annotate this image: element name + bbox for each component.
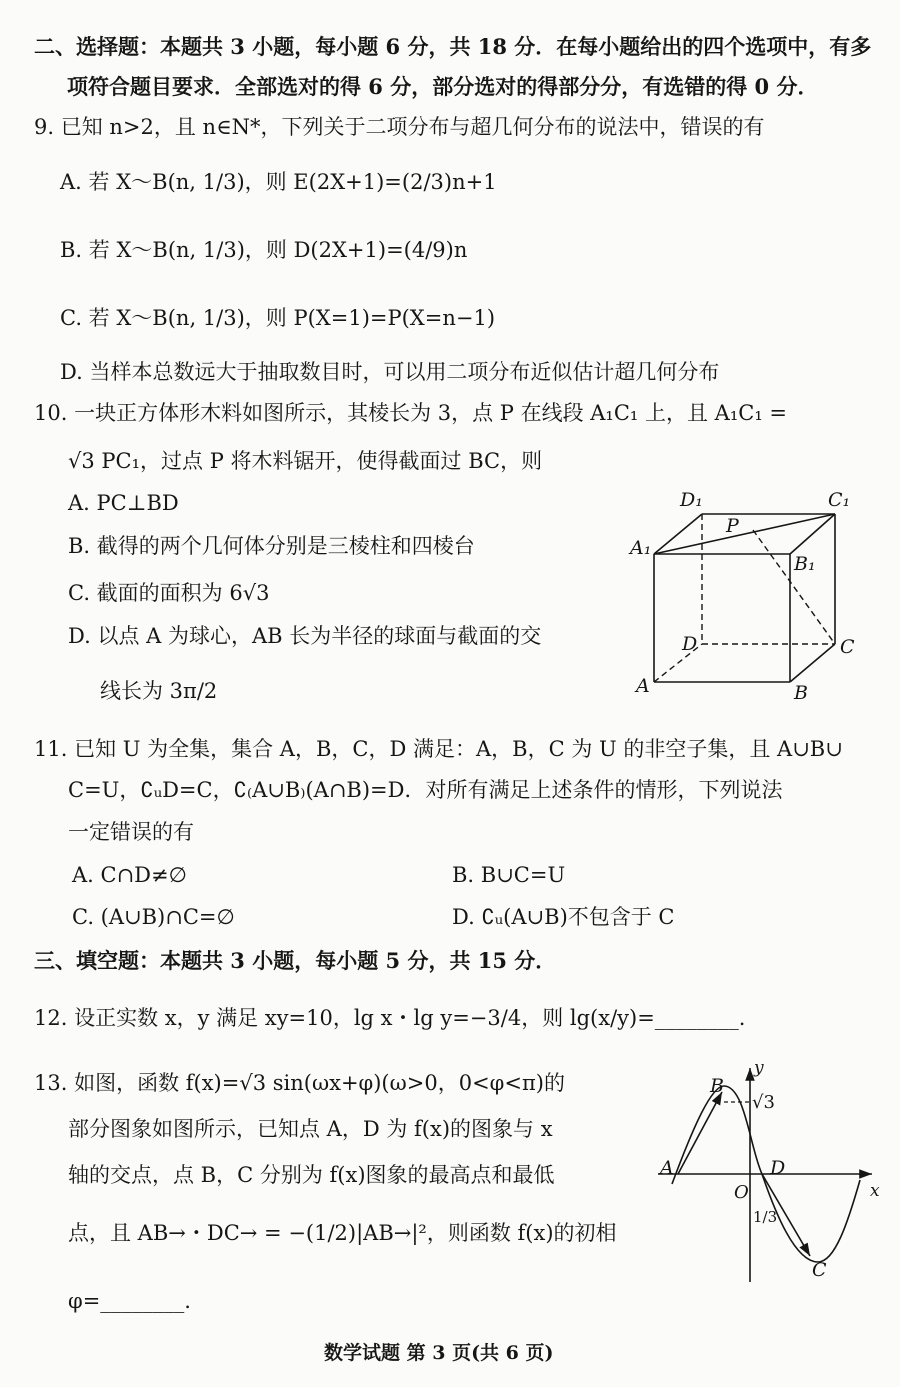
cube-label-a: A bbox=[636, 675, 650, 697]
cube-label-b1: B₁ bbox=[794, 553, 816, 575]
q13-line4: 点，且 AB→・DC→ = −(1/2)|AB→|²，则函数 f(x)的初相 bbox=[68, 1221, 617, 1245]
graph-label-b: B bbox=[710, 1075, 724, 1097]
graph-label-a: A bbox=[660, 1157, 674, 1179]
q13-line5: φ=________. bbox=[68, 1289, 191, 1313]
cube-label-d: D bbox=[682, 633, 698, 655]
q9-option-c: C. 若 X～B(n, 1/3)，则 P(X=1)=P(X=n−1) bbox=[60, 306, 496, 330]
graph-label-one-third: 1/3 bbox=[753, 1208, 778, 1226]
q12-text: 12. 设正实数 x，y 满足 xy=10，lg x・lg y=−3/4，则 lg(x/y)=________. bbox=[34, 1006, 746, 1030]
cube-label-d1: D₁ bbox=[680, 489, 703, 511]
q11-option-d: D. ∁ᵤ(A∪B)不包含于 C bbox=[452, 905, 675, 929]
q10-option-c: C. 截面的面积为 6√3 bbox=[68, 581, 270, 605]
q13-line3: 轴的交点，点 B，C 分别为 f(x)图象的最高点和最低 bbox=[68, 1163, 555, 1187]
cube-label-b: B bbox=[794, 682, 808, 704]
page-footer: 数学试题 第 3 页(共 6 页) bbox=[324, 1342, 554, 1364]
section-3-title: 三、填空题：本题共 3 小题，每小题 5 分，共 15 分． bbox=[34, 948, 557, 973]
q11-option-c: C. (A∪B)∩C=∅ bbox=[72, 905, 235, 929]
q10-option-d-line2: 线长为 3π/2 bbox=[100, 679, 218, 703]
q9-option-b: B. 若 X～B(n, 1/3)，则 D(2X+1)=(4/9)n bbox=[60, 238, 468, 262]
graph-label-y: y bbox=[754, 1058, 764, 1078]
q10-stem-line2: √3 PC₁，过点 P 将木料锯开，使得截面过 BC，则 bbox=[68, 449, 543, 473]
q10-option-d-line1: D. 以点 A 为球心，AB 长为半径的球面与截面的交 bbox=[68, 624, 542, 648]
q11-option-a: A. C∩D≠∅ bbox=[72, 863, 187, 887]
q10-stem-line1: 10. 一块正方体形木料如图所示，其棱长为 3，点 P 在线段 A₁C₁ 上，且 A₁C₁ = bbox=[34, 401, 788, 425]
graph-label-x: x bbox=[870, 1181, 880, 1201]
q11-stem-line3: 一定错误的有 bbox=[68, 820, 194, 844]
q11-option-b: B. B∪C=U bbox=[452, 863, 566, 887]
sine-graph-figure bbox=[650, 1058, 885, 1287]
graph-label-c: C bbox=[812, 1259, 827, 1281]
cube-label-c1: C₁ bbox=[828, 489, 851, 511]
q11-stem-line1: 11. 已知 U 为全集，集合 A，B，C，D 满足：A，B，C 为 U 的非空子集，且 A∪B∪ bbox=[34, 737, 843, 761]
cube-label-p: P bbox=[726, 515, 739, 537]
section-2-instructions: 项符合题目要求．全部选对的得 6 分，部分选对的得部分分，有选错的得 0 分． bbox=[67, 74, 819, 99]
section-2-title: 二、选择题：本题共 3 小题，每小题 6 分，共 18 分．在每小题给出的四个选项中，有多 bbox=[34, 34, 872, 59]
q13-line2: 部分图象如图所示，已知点 A，D 为 f(x)的图象与 x bbox=[68, 1117, 553, 1141]
graph-label-d: D bbox=[770, 1157, 786, 1179]
graph-label-origin: O bbox=[734, 1182, 749, 1203]
cube-figure bbox=[630, 482, 870, 702]
q10-option-a: A. PC⊥BD bbox=[68, 491, 179, 515]
graph-label-sqrt3: √3 bbox=[752, 1092, 775, 1113]
q9-option-a: A. 若 X～B(n, 1/3)，则 E(2X+1)=(2/3)n+1 bbox=[60, 170, 497, 194]
q13-line1: 13. 如图，函数 f(x)=√3 sin(ωx+φ)(ω>0，0<φ<π)的 bbox=[34, 1071, 565, 1095]
q9-option-d: D. 当样本总数远大于抽取数目时，可以用二项分布近似估计超几何分布 bbox=[60, 360, 720, 384]
q10-option-b: B. 截得的两个几何体分别是三棱柱和四棱台 bbox=[68, 534, 475, 558]
q9-stem: 9. 已知 n>2，且 n∈N*，下列关于二项分布与超几何分布的说法中，错误的有 bbox=[34, 115, 765, 139]
q11-stem-line2: C=U，∁ᵤD=C，∁₍A∪B₎(A∩B)=D．对所有满足上述条件的情形，下列说法 bbox=[68, 778, 783, 802]
cube-label-a1: A₁ bbox=[630, 537, 652, 559]
cube-label-c: C bbox=[840, 636, 855, 658]
